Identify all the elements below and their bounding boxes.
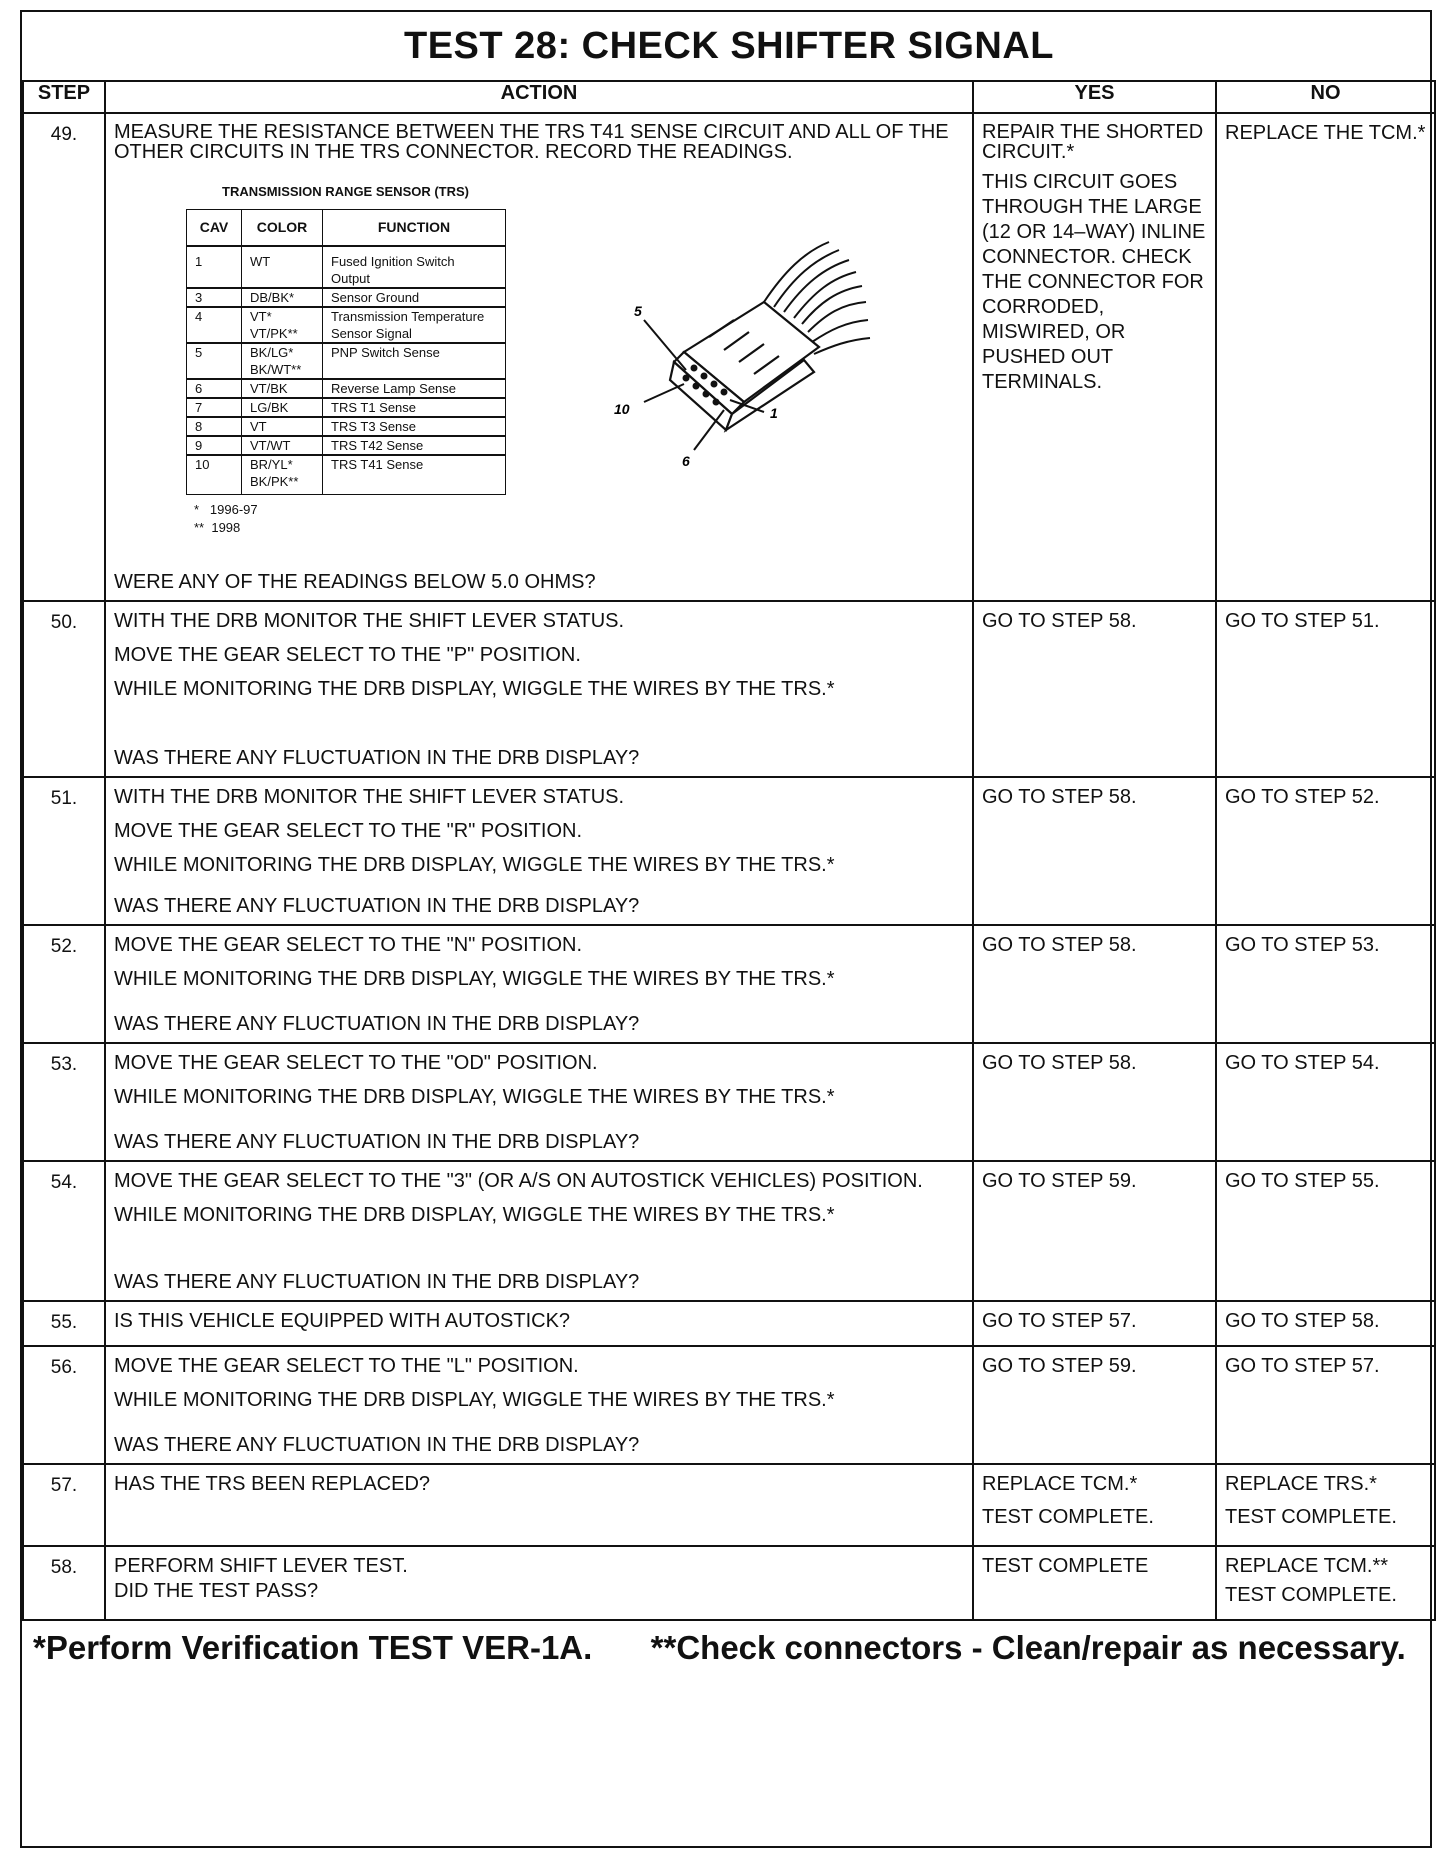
action-text: WHILE MONITORING THE DRB DISPLAY, WIGGLE THE WIRES BY THE TRS.* <box>114 678 835 700</box>
trs-cell-cav: 5 <box>187 343 242 379</box>
trs-connector-diagram <box>614 232 874 472</box>
trs-col-cav: CAV <box>187 210 242 247</box>
step-question: WAS THERE ANY FLUCTUATION IN THE DRB DISPLAY? <box>114 747 640 769</box>
step-yes <box>973 777 1216 925</box>
step-no <box>1216 1301 1435 1346</box>
step-row <box>23 1464 1435 1546</box>
test-table <box>22 12 1436 602</box>
trs-cell-cav: 7 <box>187 398 242 417</box>
step-number: 53. <box>23 1043 105 1161</box>
page-title: TEST 28: CHECK SHIFTER SIGNAL <box>23 12 1435 81</box>
steps-table <box>22 600 1436 1675</box>
step-row <box>23 1346 1435 1464</box>
action-text: DID THE TEST PASS? <box>114 1580 319 1602</box>
action-text: MEASURE THE RESISTANCE BETWEEN THE TRS T41 SENSE CIRCUIT AND ALL OF THE OTHER CIRCUITS IN THE TRS CONNECTOR. RECORD THE READINGS. <box>114 121 949 163</box>
action-text: IS THIS VEHICLE EQUIPPED WITH AUTOSTICK? <box>114 1310 571 1332</box>
trs-cell-cav: 9 <box>187 436 242 455</box>
yes-line: GO TO STEP 57. <box>982 1310 1137 1332</box>
trs-pinout-table <box>186 209 506 495</box>
header-no: NO <box>1216 81 1435 113</box>
pin-label-1: 1 <box>770 405 778 421</box>
pin-label-5: 5 <box>634 303 642 319</box>
step-number: 51. <box>23 777 105 925</box>
trs-cell-color: WT <box>242 246 323 288</box>
step-no <box>1216 601 1435 777</box>
action-text: MOVE THE GEAR SELECT TO THE "3" (OR A/S ON AUTOSTICK VEHICLES) POSITION. <box>114 1170 923 1192</box>
yes-line: GO TO STEP 58. <box>982 1052 1137 1074</box>
step-question: WAS THERE ANY FLUCTUATION IN THE DRB DISPLAY? <box>114 1434 640 1456</box>
trs-cell-cav: 1 <box>187 246 242 288</box>
step-question: WAS THERE ANY FLUCTUATION IN THE DRB DISPLAY? <box>114 1131 640 1153</box>
step-action <box>105 1546 973 1620</box>
trs-table-title: TRANSMISSION RANGE SENSOR (TRS) <box>222 184 470 199</box>
step-number: 57. <box>23 1464 105 1546</box>
step-number: 49. <box>23 113 105 601</box>
no-line: REPLACE THE TCM.* <box>1225 122 1426 144</box>
action-text: WHILE MONITORING THE DRB DISPLAY, WIGGLE THE WIRES BY THE TRS.* <box>114 1204 835 1226</box>
action-text: MOVE THE GEAR SELECT TO THE "N" POSITION. <box>114 934 583 956</box>
step-question: WAS THERE ANY FLUCTUATION IN THE DRB DISPLAY? <box>114 1013 640 1035</box>
no-line: GO TO STEP 54. <box>1225 1052 1380 1074</box>
step-no <box>1216 113 1435 601</box>
no-line: REPLACE TCM.** <box>1225 1555 1389 1577</box>
trs-note-2: ** 1998 <box>194 520 241 535</box>
step-question: WAS THERE ANY FLUCTUATION IN THE DRB DISPLAY? <box>114 895 640 917</box>
trs-row <box>187 398 506 417</box>
yes-line: GO TO STEP 58. <box>982 610 1137 632</box>
step-yes <box>973 1043 1216 1161</box>
step-row <box>23 1546 1435 1620</box>
action-text: WHILE MONITORING THE DRB DISPLAY, WIGGLE THE WIRES BY THE TRS.* <box>114 1086 835 1108</box>
step-no <box>1216 777 1435 925</box>
action-text: WITH THE DRB MONITOR THE SHIFT LEVER STATUS. <box>114 786 625 808</box>
step-action <box>105 1301 973 1346</box>
step-no <box>1216 925 1435 1043</box>
trs-row <box>187 436 506 455</box>
step-no <box>1216 1161 1435 1301</box>
diagnostic-sheet <box>20 10 1432 1848</box>
yes-line: THIS CIRCUIT GOES THROUGH THE LARGE (12 OR 14–WAY) INLINE CONNECTOR. CHECK THE CONNECTOR FOR CORRODED, MISWIRED, OR PUSHED OUT TERMINALS. <box>982 171 1206 393</box>
footer-note <box>23 1620 1435 1675</box>
trs-cell-function: Reverse Lamp Sense <box>323 379 506 398</box>
step-yes <box>973 1161 1216 1301</box>
trs-cell-function: Sensor Ground <box>323 288 506 307</box>
no-line: GO TO STEP 57. <box>1225 1355 1380 1377</box>
trs-cell-color: VT/WT <box>242 436 323 455</box>
action-text: WHILE MONITORING THE DRB DISPLAY, WIGGLE THE WIRES BY THE TRS.* <box>114 968 835 990</box>
step-yes <box>973 925 1216 1043</box>
header-step: STEP <box>23 81 105 113</box>
action-text: MOVE THE GEAR SELECT TO THE "OD" POSITION. <box>114 1052 598 1074</box>
header-yes: YES <box>973 81 1216 113</box>
step-yes <box>973 1546 1216 1620</box>
step-action <box>105 113 973 601</box>
trs-note-1: * 1996-97 <box>194 502 258 517</box>
step-number: 58. <box>23 1546 105 1620</box>
trs-cell-cav: 3 <box>187 288 242 307</box>
trs-row <box>187 417 506 436</box>
step-row <box>23 601 1435 777</box>
trs-cell-cav: 10 <box>187 455 242 495</box>
trs-cell-cav: 4 <box>187 307 242 343</box>
step-action <box>105 1161 973 1301</box>
step-question: WAS THERE ANY FLUCTUATION IN THE DRB DISPLAY? <box>114 1271 640 1293</box>
footer-check-connectors: **Check connectors - Clean/repair as necessary. <box>650 1629 1406 1666</box>
step-action <box>105 1043 973 1161</box>
yes-line: REPLACE TCM.* <box>982 1473 1138 1495</box>
trs-cell-function: TRS T1 Sense <box>323 398 506 417</box>
yes-line: REPAIR THE SHORTED CIRCUIT.* <box>982 121 1204 163</box>
trs-cell-cav: 8 <box>187 417 242 436</box>
trs-cell-function: Fused Ignition Switch Output <box>323 246 506 288</box>
no-line: GO TO STEP 52. <box>1225 786 1380 808</box>
trs-cell-color: VT/BK <box>242 379 323 398</box>
action-text: PERFORM SHIFT LEVER TEST. <box>114 1555 408 1577</box>
action-text: WITH THE DRB MONITOR THE SHIFT LEVER STATUS. <box>114 610 625 632</box>
step-row-49 <box>23 113 1435 601</box>
step-yes <box>973 601 1216 777</box>
step-row <box>23 777 1435 925</box>
trs-cell-color: VT <box>242 417 323 436</box>
step-action <box>105 1346 973 1464</box>
trs-cell-color: DB/BK* <box>242 288 323 307</box>
trs-row <box>187 288 506 307</box>
yes-line: TEST COMPLETE. <box>982 1506 1154 1528</box>
step-number: 54. <box>23 1161 105 1301</box>
pin-label-6: 6 <box>682 453 690 469</box>
step-number: 55. <box>23 1301 105 1346</box>
step-no <box>1216 1346 1435 1464</box>
step-number: 52. <box>23 925 105 1043</box>
trs-col-function: FUNCTION <box>323 210 506 247</box>
no-line: GO TO STEP 53. <box>1225 934 1380 956</box>
step-number: 56. <box>23 1346 105 1464</box>
trs-col-color: COLOR <box>242 210 323 247</box>
step-no <box>1216 1464 1435 1546</box>
action-text: HAS THE TRS BEEN REPLACED? <box>114 1473 431 1495</box>
trs-cell-function: Transmission Temperature Sensor Signal <box>323 307 506 343</box>
yes-line: GO TO STEP 59. <box>982 1355 1137 1377</box>
trs-cell-color: BK/LG* BK/WT** <box>242 343 323 379</box>
header-action: ACTION <box>105 81 973 113</box>
action-text: WHILE MONITORING THE DRB DISPLAY, WIGGLE THE WIRES BY THE TRS.* <box>114 854 835 876</box>
trs-row <box>187 307 506 343</box>
step-row <box>23 1301 1435 1346</box>
trs-cell-cav: 6 <box>187 379 242 398</box>
step-action <box>105 1464 973 1546</box>
trs-cell-color: VT* VT/PK** <box>242 307 323 343</box>
trs-cell-function: TRS T3 Sense <box>323 417 506 436</box>
yes-line: TEST COMPLETE <box>982 1555 1149 1577</box>
step-question: WERE ANY OF THE READINGS BELOW 5.0 OHMS? <box>114 571 596 593</box>
step-row <box>23 925 1435 1043</box>
trs-cell-function: TRS T42 Sense <box>323 436 506 455</box>
action-text: WHILE MONITORING THE DRB DISPLAY, WIGGLE THE WIRES BY THE TRS.* <box>114 1389 835 1411</box>
step-action <box>105 601 973 777</box>
step-action <box>105 925 973 1043</box>
step-no <box>1216 1043 1435 1161</box>
yes-line: GO TO STEP 58. <box>982 934 1137 956</box>
no-line: GO TO STEP 55. <box>1225 1170 1380 1192</box>
pin-label-10: 10 <box>614 401 630 417</box>
step-yes <box>973 1464 1216 1546</box>
step-action <box>105 777 973 925</box>
yes-line: GO TO STEP 59. <box>982 1170 1137 1192</box>
action-text: MOVE THE GEAR SELECT TO THE "P" POSITION. <box>114 644 581 666</box>
no-line: TEST COMPLETE. <box>1225 1584 1397 1606</box>
step-yes <box>973 1301 1216 1346</box>
action-text: MOVE THE GEAR SELECT TO THE "R" POSITION. <box>114 820 583 842</box>
step-no <box>1216 1546 1435 1620</box>
step-yes <box>973 113 1216 601</box>
no-line: GO TO STEP 58. <box>1225 1310 1380 1332</box>
trs-row <box>187 343 506 379</box>
trs-cell-function: TRS T41 Sense <box>323 455 506 495</box>
no-line: TEST COMPLETE. <box>1225 1506 1397 1528</box>
no-line: REPLACE TRS.* <box>1225 1473 1377 1495</box>
trs-cell-color: BR/YL* BK/PK** <box>242 455 323 495</box>
no-line: GO TO STEP 51. <box>1225 610 1380 632</box>
trs-cell-color: LG/BK <box>242 398 323 417</box>
footer-verification: *Perform Verification TEST VER-1A. <box>33 1629 593 1666</box>
header-row <box>23 81 1435 113</box>
trs-row <box>187 455 506 495</box>
trs-notes <box>194 501 964 537</box>
trs-row <box>187 379 506 398</box>
step-row <box>23 1161 1435 1301</box>
step-yes <box>973 1346 1216 1464</box>
step-row <box>23 1043 1435 1161</box>
trs-row <box>187 246 506 288</box>
trs-cell-function: PNP Switch Sense <box>323 343 506 379</box>
action-text: MOVE THE GEAR SELECT TO THE "L" POSITION. <box>114 1355 579 1377</box>
yes-line: GO TO STEP 58. <box>982 786 1137 808</box>
step-number: 50. <box>23 601 105 777</box>
